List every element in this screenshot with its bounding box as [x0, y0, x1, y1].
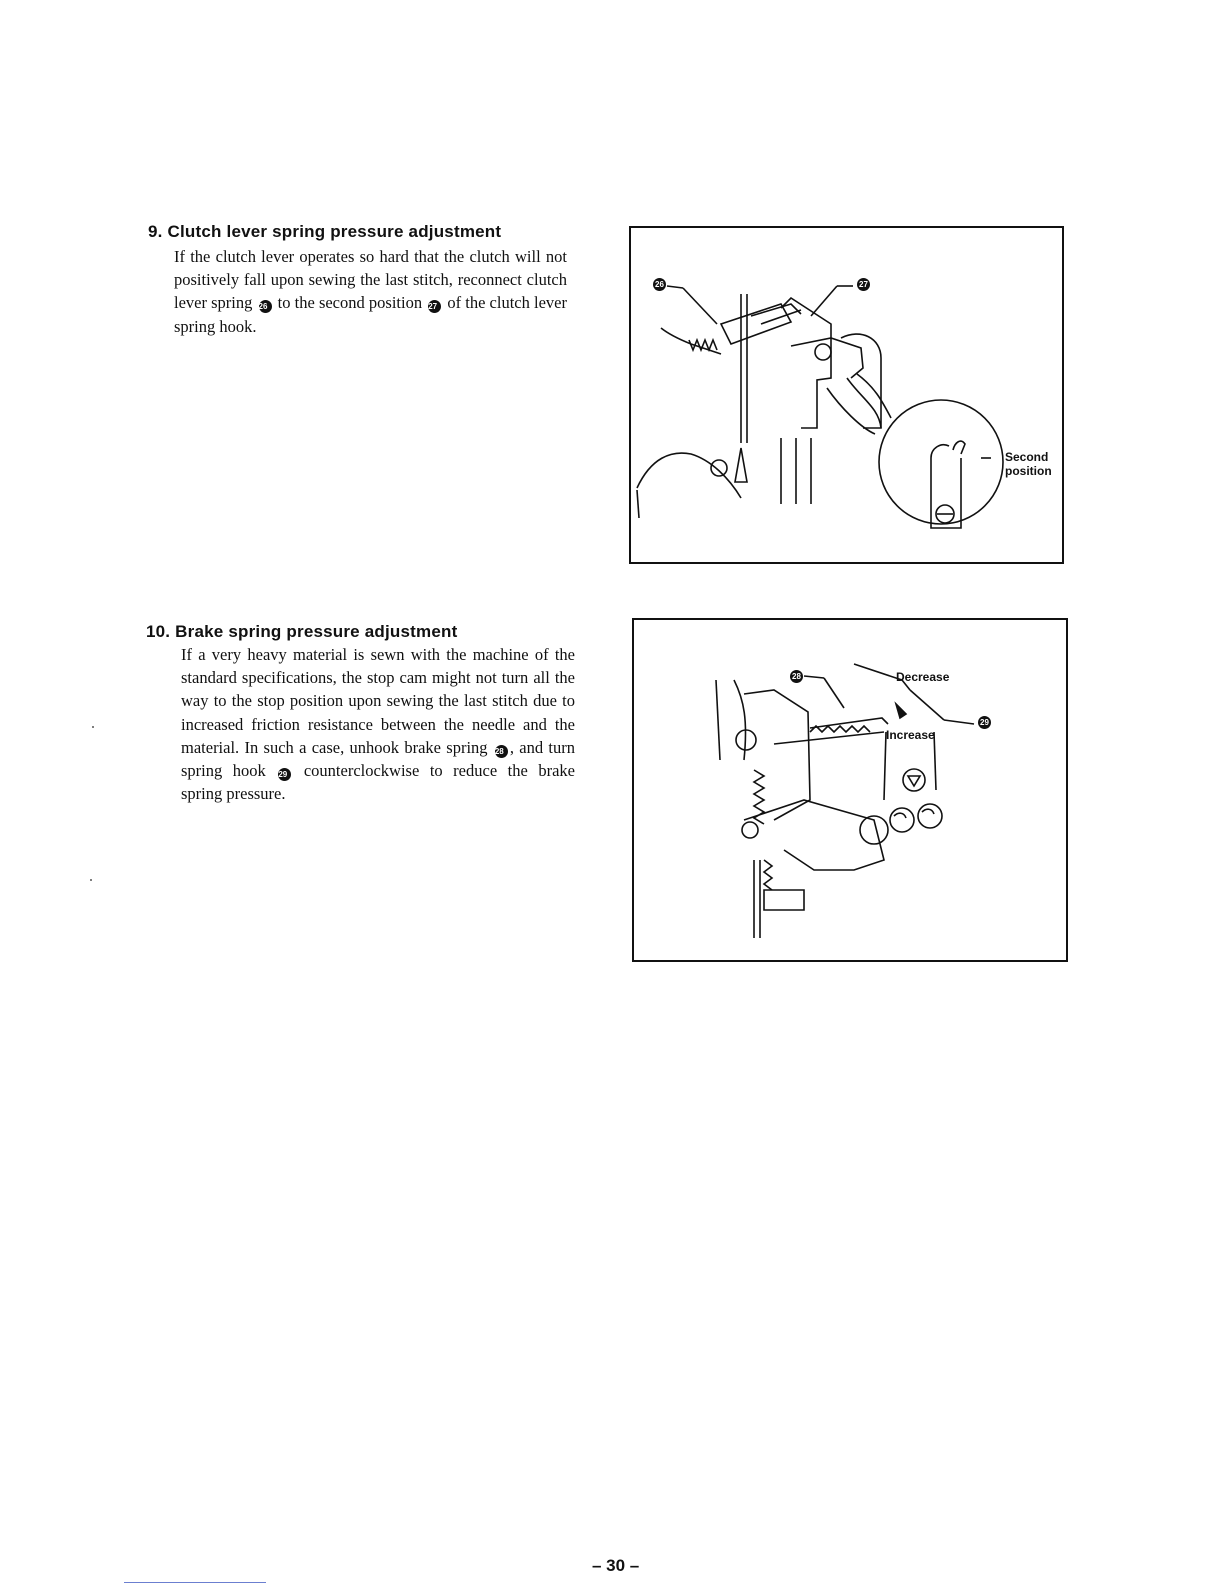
body-text-run: of the clutch lever spring hook.	[174, 293, 567, 336]
section-10-number: 10.	[146, 622, 171, 641]
figure1-label	[1005, 450, 1052, 478]
callout-ref: 26	[259, 300, 272, 313]
section-9-title	[148, 222, 501, 242]
footer-rule	[124, 1582, 266, 1583]
figure-clutch-lever-spring	[629, 226, 1064, 564]
brake-spring-illustration	[634, 620, 1066, 960]
body-text-run: counterclockwise to reduce the brake spring pressure.	[181, 761, 575, 804]
figure2-callout-right: 29	[978, 716, 991, 729]
figure1-label-line2: position	[1005, 464, 1052, 478]
body-text-run: If a very heavy material is sewn with the machine of the standard specifications, the stop cam might not turn all the way to the stop position upon sewing the last stitch due to increased friction resistance between the needle and the material. In such a case, unhook brake spring	[181, 645, 575, 757]
figure1-label-line1: Second	[1005, 450, 1049, 464]
scan-speck	[92, 726, 94, 728]
figure-brake-spring	[632, 618, 1068, 962]
callout-ref: 27	[428, 300, 441, 313]
figure2-label-decrease: Decrease	[896, 670, 950, 684]
figure1-callout-left: 26	[653, 278, 666, 291]
scan-speck	[90, 879, 92, 881]
body-text-run: If the clutch lever operates so hard that the clutch will not positively fall upon sewing the last stitch, reconnect clutch lever spring	[174, 247, 567, 313]
body-text-run: to the second position	[273, 293, 427, 313]
section-9-heading: Clutch lever spring pressure adjustment	[167, 222, 502, 241]
body-text-run: , and turn spring hook	[181, 737, 575, 781]
callout-ref: 28	[495, 745, 508, 758]
figure2-label-increase: Increase	[886, 728, 935, 742]
page-number: – 30 –	[592, 1556, 640, 1575]
section-9-number: 9.	[148, 222, 163, 241]
figure2-callout-left: 28	[790, 670, 803, 683]
figure1-callout-right: 27	[857, 278, 870, 291]
section-9-body	[174, 245, 567, 338]
clutch-lever-illustration	[631, 228, 1062, 562]
section-10-heading: Brake spring pressure adjustment	[175, 622, 458, 641]
callout-ref: 29	[278, 768, 291, 781]
section-10-body	[181, 643, 575, 805]
section-10-title	[146, 622, 457, 642]
